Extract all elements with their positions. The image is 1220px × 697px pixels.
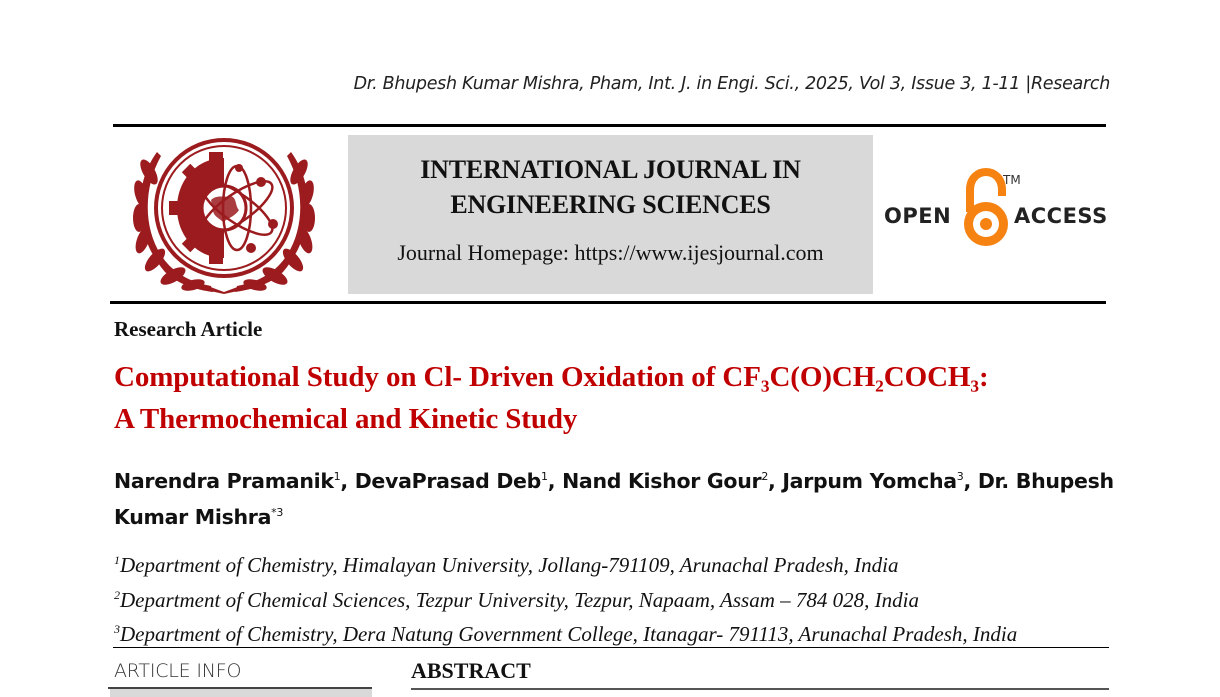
author-list xyxy=(114,461,1114,533)
section-divider xyxy=(113,647,1109,648)
article-info-panel xyxy=(110,689,372,697)
running-header: Dr. Bhupesh Kumar Mishra, Pham, Int. J. in Engi. Sci., 2025, Vol 3, Issue 3, 1-11 |Research xyxy=(353,74,1110,94)
author-name: Jarpum Yomcha xyxy=(782,469,957,493)
article-title-line2: A Thermochemical and Kinetic Study xyxy=(114,403,578,435)
affiliation-mark: 3 xyxy=(114,622,120,636)
affiliation-item xyxy=(114,615,1114,650)
journal-homepage[interactable]: Journal Homepage: https://www.ijesjournal.com xyxy=(397,240,824,265)
abstract-underline xyxy=(411,688,1109,690)
author-affiliation-mark: 1 xyxy=(541,470,548,483)
article-info-heading: ARTICLE INFO xyxy=(114,660,242,682)
author-affiliation-mark: *3 xyxy=(271,506,284,519)
journal-title xyxy=(348,152,873,222)
author-name: Dr. Bhupesh Kumar Mishra xyxy=(114,469,1114,529)
open-access-word-access: ACCESS xyxy=(1014,204,1108,228)
masthead-top-rule xyxy=(113,124,1106,127)
author-affiliation-mark: 2 xyxy=(761,470,769,483)
author-name: Nand Kishor Gour xyxy=(562,469,762,493)
affiliation-item xyxy=(114,581,1114,616)
affiliation-text: Department of Chemistry, Himalayan University, Jollang-791109, Arunachal Pradesh, India xyxy=(120,553,899,577)
masthead-bottom-rule xyxy=(110,301,1106,304)
article-title xyxy=(114,356,1114,440)
journal-title-line1: INTERNATIONAL JOURNAL IN xyxy=(420,155,801,184)
affiliation-mark: 1 xyxy=(114,553,120,567)
author-name: DevaPrasad Deb xyxy=(354,469,542,493)
affiliation-text: Department of Chemistry, Dera Natung Government College, Itanagar- 791113, Arunachal Pradesh, India xyxy=(120,622,1018,646)
author-separator: , xyxy=(768,469,783,493)
author-name: Narendra Pramanik xyxy=(114,469,334,493)
journal-title-line2: ENGINEERING SCIENCES xyxy=(450,190,771,219)
trademark-symbol: TM xyxy=(1003,173,1021,187)
abstract-heading: ABSTRACT xyxy=(411,658,531,683)
author-affiliation-mark: 3 xyxy=(956,470,964,483)
author-separator: , xyxy=(340,469,355,493)
affiliation-list xyxy=(114,546,1114,650)
affiliation-item xyxy=(114,546,1114,581)
affiliation-text: Department of Chemical Sciences, Tezpur University, Tezpur, Napaam, Assam – 784 028, India xyxy=(120,587,919,612)
author-affiliation-mark: 1 xyxy=(333,470,341,483)
article-title-line1: Computational Study on Cl- Driven Oxidation of CF₃C(O)CH₂COCH₃: xyxy=(114,361,989,393)
author-separator: , xyxy=(963,469,978,493)
journal-masthead-box xyxy=(348,135,873,294)
affiliation-mark: 2 xyxy=(114,587,120,602)
author-separator: , xyxy=(547,469,563,493)
open-access-word-open: OPEN xyxy=(884,204,952,228)
journal-emblem-icon xyxy=(127,132,321,294)
open-access-logo xyxy=(884,168,1110,250)
article-type-label: Research Article xyxy=(114,317,263,341)
